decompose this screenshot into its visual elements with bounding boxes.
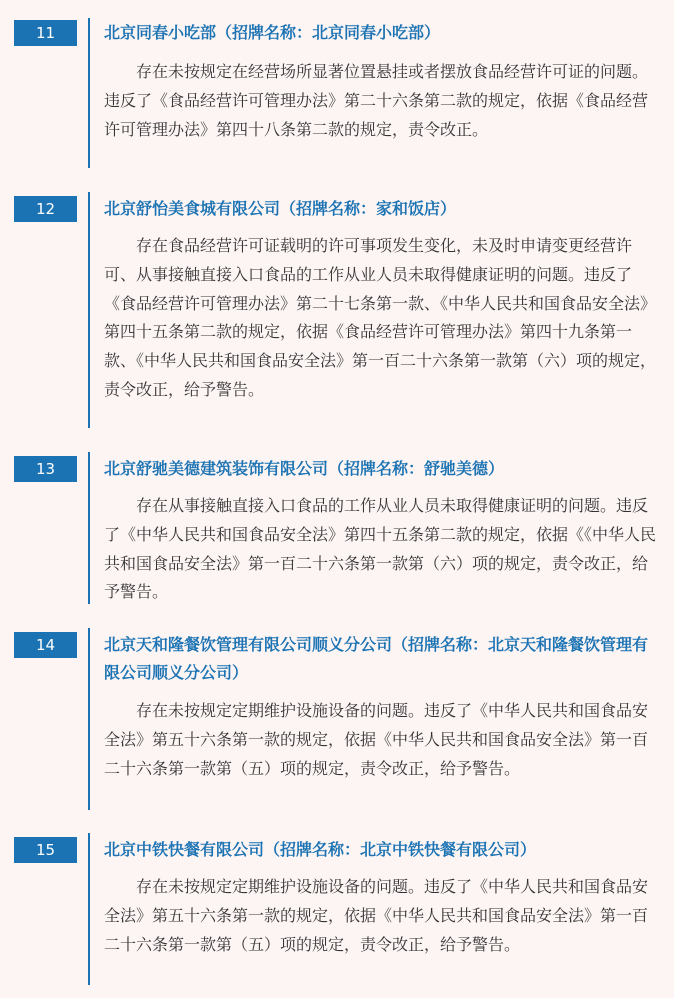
entry-number-badge: 12 bbox=[14, 196, 77, 222]
entry-divider-line bbox=[88, 628, 90, 810]
entry-body: 存在从事接触直接入口食品的工作从业人员未取得健康证明的问题。违反了《中华人民共和国食品安全法》第四十五条第二款的规定，依据《《中华人民共和国食品安全法》第一百二十六条第一款第（六）项的规定，责令改正，给予警告。 bbox=[104, 496, 657, 602]
entry-body: 存在未按规定在经营场所显著位置悬挂或者摆放食品经营许可证的问题。违反了《食品经营许可管理办法》第二十六条第二款的规定，依据《食品经营许可管理办法》第四十八条第二款的规定，责令改正。 bbox=[104, 62, 649, 139]
entry-divider-line bbox=[88, 452, 90, 604]
entry-body: 存在未按规定定期维护设施设备的问题。违反了《中华人民共和国食品安全法》第五十六条第一款的规定，依据《中华人民共和国食品安全法》第一百二十六条第一款第（五）项的规定，责令改正，给予警告。 bbox=[104, 701, 649, 778]
entry-number-badge: 11 bbox=[14, 20, 77, 46]
entry-number-badge: 13 bbox=[14, 456, 77, 482]
entry-divider-line bbox=[88, 833, 90, 985]
entry-number-badge: 14 bbox=[14, 632, 77, 658]
entry-title: 北京天和隆餐饮管理有限公司顺义分公司（招牌名称：北京天和隆餐饮管理有限公司顺义分公司） bbox=[104, 635, 649, 682]
entry-title: 北京舒怡美食城有限公司（招牌名称：家和饭店） bbox=[104, 199, 457, 218]
entry-divider-line bbox=[88, 192, 90, 428]
entry-title: 北京中铁快餐有限公司（招牌名称：北京中铁快餐有限公司） bbox=[104, 840, 537, 859]
entry-number-badge: 15 bbox=[14, 837, 77, 863]
entry-body: 存在食品经营许可证载明的许可事项发生变化，未及时申请变更经营许可、从事接触直接入口食品的工作从业人员未取得健康证明的问题。违反了《食品经营许可管理办法》第二十七条第一款、《中华人民共和国食品安全法》第四十五条第二款的规定，依据《食品经营许可管理办法》第四十九条第一款、《中华人民共和国食品安全法》第一百二十六条第一款第（六）项的规定，责令改正，给予警告。 bbox=[104, 236, 657, 399]
entry-title: 北京同春小吃部（招牌名称：北京同春小吃部） bbox=[104, 23, 441, 42]
entry-divider-line bbox=[88, 18, 90, 168]
entry-title: 北京舒驰美德建筑装饰有限公司（招牌名称：舒驰美德） bbox=[104, 459, 505, 478]
entry-body: 存在未按规定定期维护设施设备的问题。违反了《中华人民共和国食品安全法》第五十六条第一款的规定，依据《中华人民共和国食品安全法》第一百二十六条第一款第（五）项的规定，责令改正，给予警告。 bbox=[104, 877, 649, 954]
